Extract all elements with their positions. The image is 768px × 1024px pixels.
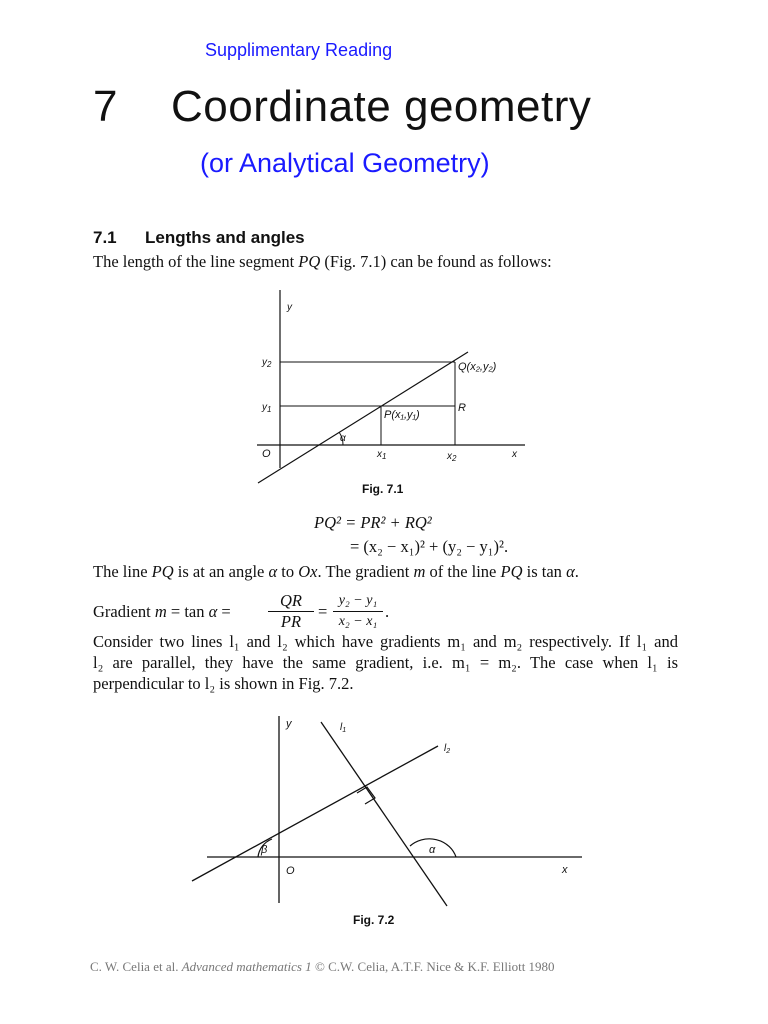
paragraph-text: of the line (425, 562, 501, 581)
fig2-caption: Fig. 7.2 (353, 913, 395, 927)
fig2-beta-arc (258, 839, 272, 857)
paragraph-text: is at an angle (173, 562, 269, 581)
fig2-l1-label: $l_1$ (340, 722, 347, 734)
supplementary-reading-label: Supplimentary Reading (205, 40, 393, 60)
paragraph-text: to (277, 562, 299, 581)
section-number: 7.1 (93, 228, 117, 247)
footer-text: © C.W. Celia, A.T.F. Nice & K.F. Elliott 1980 (311, 959, 555, 974)
gradient-equals: = (318, 602, 328, 621)
fig1-r-label: R (458, 402, 466, 414)
fig1-line-pq (258, 352, 468, 483)
fig2-alpha-arc (410, 839, 456, 857)
gradient-period: . (385, 602, 390, 621)
fig2-l2-label: $l_2$ (444, 743, 451, 755)
fig2-beta-label: β (261, 844, 268, 856)
fig1-alpha-label: α (340, 433, 346, 444)
paragraph-symbol: α (566, 562, 575, 581)
paragraph-line: l₂ are parallel, they have the same gradient, i.e. m₁ = m₂. The case when l₁ is (93, 653, 678, 672)
paragraph-text: The length of the line segment (93, 252, 299, 271)
fig1-q-label: Q(x₂,y₂) (458, 361, 497, 373)
paragraph-text: . (574, 562, 579, 581)
gradient-fraction-1: $\frac{QR}{PR}$ (268, 591, 314, 632)
footer-citation (90, 959, 555, 975)
chapter-title: Coordinate geometry (171, 82, 592, 131)
paragraph-text: (Fig. 7.1) can be found as follows: (320, 252, 552, 271)
section-heading (93, 228, 305, 248)
fig1-caption: Fig. 7.1 (362, 482, 404, 496)
paragraph-text: is tan (522, 562, 567, 581)
paragraph-intro (93, 251, 552, 272)
fig1-x-label: x (512, 449, 517, 460)
paragraph-gradients (93, 631, 678, 694)
paragraph-line: perpendicular to l₂ is shown in Fig. 7.2. (93, 674, 354, 693)
chapter-number: 7 (93, 82, 118, 131)
fig2-origin-label: O (286, 865, 295, 877)
paragraph-symbol: m (413, 562, 426, 581)
fig2-right-angle (357, 787, 375, 804)
fig1-y2-label: $y_2$ (262, 357, 272, 369)
fig1-alpha-arc (339, 432, 343, 445)
paragraph-symbol: PQ (500, 562, 523, 581)
paragraph-symbol: α (268, 562, 278, 581)
gradient-equation (93, 591, 493, 634)
paragraph-angle (93, 561, 579, 582)
paragraph-symbol: PQ (151, 562, 174, 581)
fig1-x2-label: $x_2$ (447, 451, 457, 463)
section-title: Lengths and angles (145, 228, 305, 247)
gradient-lhs: Gradient m = tan α = (93, 602, 231, 621)
fig1-y-label: y (287, 302, 292, 313)
fig2-line-l2 (192, 746, 438, 881)
fig2-y-label: y (286, 718, 292, 730)
chapter-subtitle: (or Analytical Geometry) (200, 148, 490, 178)
paragraph-text: . The gradient (317, 562, 414, 581)
fig1-y1-label: $y_1$ (262, 402, 272, 414)
fig2-x-label: x (562, 864, 568, 876)
fig2-line-l1 (321, 722, 447, 906)
paragraph-text: The line (93, 562, 152, 581)
equation-line-1: PQ² = PR² + RQ² (314, 513, 432, 532)
footer-text: C. W. Celia et al. (90, 959, 182, 974)
paragraph-symbol: PQ (298, 252, 321, 271)
gradient-fraction-2: $\frac{\text{y₂ − y₁}}{\text{x₂ − x₁}}$ (333, 591, 383, 632)
fig1-p-label: P(x₁,y₁) (384, 409, 420, 421)
fig2-alpha-label: α (429, 844, 436, 856)
fig1-x1-label: $x_1$ (377, 449, 387, 461)
footer-book-title: Advanced mathematics 1 (181, 959, 312, 974)
paragraph-symbol: Ox (298, 562, 318, 581)
fig1-origin-label: O (262, 448, 271, 460)
paragraph-line: Consider two lines l₁ and l₂ which have gradients m₁ and m₂ respectively. If l₁ and (93, 632, 678, 651)
equation-line-2: = (x₂ − x₁)² + (y₂ − y₁)². (350, 537, 509, 556)
